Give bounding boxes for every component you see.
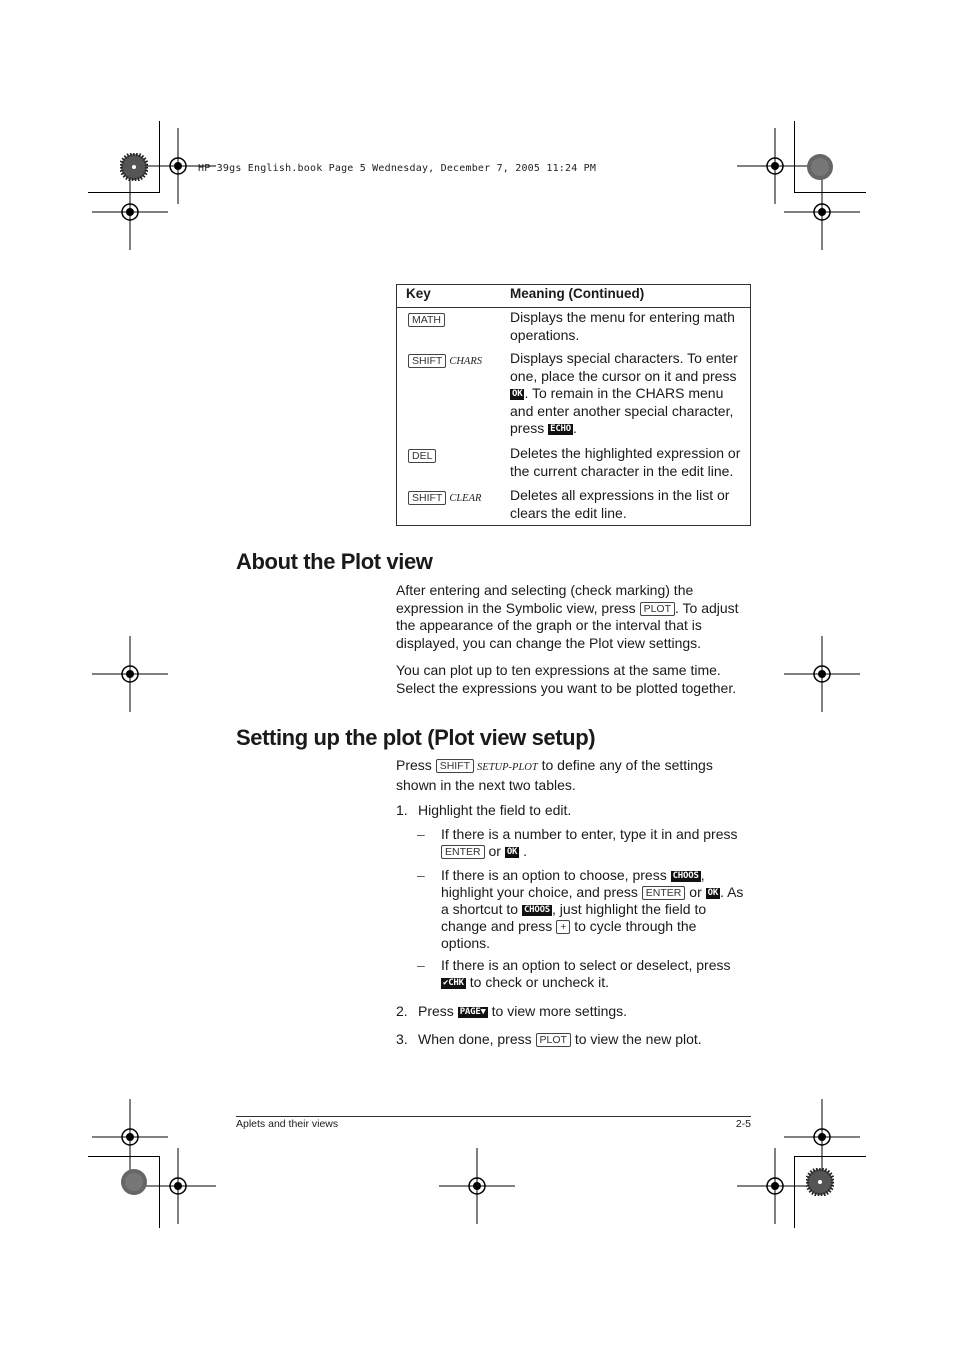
row-meaning: Deletes all expressions in the list or clears the edit line. [510,487,730,521]
header-key: Key [406,286,431,301]
section-heading: Setting up the plot (Plot view setup) [236,725,596,750]
chk-softkey: ✔CHK [443,977,464,988]
footer-chapter: Aplets and their views [236,1118,339,1130]
row-meaning: Displays the menu for entering math operations. [510,309,735,343]
step-2: 2. Press PAGE▼ to view more settings. [396,1003,628,1019]
registration-mark [784,174,860,250]
color-target-disc [120,1168,148,1196]
math-key: MATH [408,313,445,327]
registration-mark [784,636,860,712]
color-target-disc [806,153,834,181]
bullet-item: – If there is an option to choose, press CHOOS , highlight your choice, and press ENTER or OK . As a shortcut to CHOOS , just highlight the field to change and press + to cycle through the options. [417,867,744,951]
paragraph: After entering and selecting (check marking) the expression in the Symbolic view, press PLOT . To adjust the appearance of the graph or the interval that is displayed, you can change the Plot view settings. [396,582,739,651]
ok-softkey: OK [512,388,523,399]
paragraph: Press SHIFT SETUP-PLOT to define any of the settings shown in the next two tables. [396,757,713,793]
shift-key: SHIFT [408,491,446,505]
shifted-label: SETUP-PLOT [477,762,538,773]
ok-softkey: OK [707,887,719,898]
page-number: 2-5 [735,1118,751,1130]
shifted-label: CHARS [449,356,483,367]
key-meaning-table [396,284,751,526]
print-stamp: HP 39gs English.book Page 5 Wednesday, December 7, 2005 11:24 PM [198,163,597,174]
plot-key: PLOT [640,602,675,616]
shift-key: SHIFT [436,759,474,773]
footer-rule [236,1116,751,1117]
enter-key: ENTER [642,886,686,900]
plot-key: PLOT [536,1033,571,1047]
plus-key: + [556,920,570,934]
row-meaning: Displays special characters. To enter one, place the cursor on it and press OK . To remain in the CHARS menu and enter another special character, press ECHO . [510,350,738,436]
color-target-disc [806,1168,834,1196]
echo-softkey: ECHO [550,423,571,434]
row-meaning: Deletes the highlighted expression or the current character in the edit line. [510,445,741,479]
header-meaning: Meaning (Continued) [510,286,645,301]
registration-mark [92,636,168,712]
step-3: 3. When done, press PLOT to view the new plot. [396,1031,702,1047]
del-key: DEL [408,449,436,463]
shift-key: SHIFT [408,354,446,368]
choos-softkey: CHOOS [672,870,699,881]
registration-mark [737,1148,813,1224]
choos-softkey: CHOOS [523,904,551,915]
page-down-softkey: PAGE▼ [459,1006,486,1017]
color-target-disc [120,153,148,181]
enter-key: ENTER [441,845,485,859]
shifted-label: CLEAR [449,493,482,504]
ok-softkey: OK [506,846,518,857]
bullet-item: – If there is a number to enter, type it in and press ENTER or OK . [417,826,738,859]
step-1: 1. Highlight the field to edit. [396,802,572,818]
registration-mark [92,174,168,250]
table-header [397,285,750,308]
paragraph: You can plot up to ten expressions at the same time. Select the expressions you want to be plotted together. [396,662,737,696]
section-heading: About the Plot view [236,549,433,574]
registration-mark [439,1148,515,1224]
registration-mark [140,1148,216,1224]
bullet-item: – If there is an option to select or deselect, press ✔CHK to check or uncheck it. [417,957,731,990]
